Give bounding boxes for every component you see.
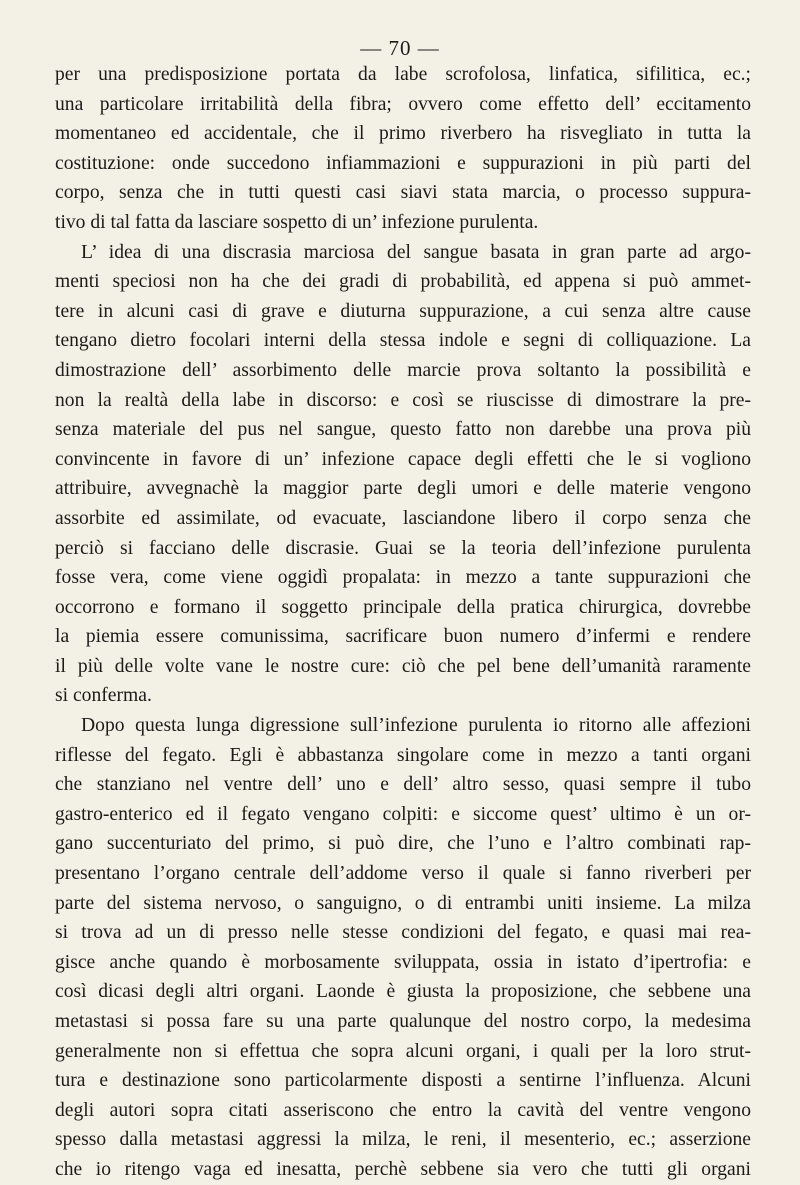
page-number: — 70 —	[360, 36, 440, 60]
text-line: senza materiale del pus nel sangue, questo fatto non darebbe una prova più	[55, 419, 751, 441]
paragraph-start-line: Dopo questa lunga digressione sull’infezione purulenta io ritorno alle affezioni	[81, 715, 751, 737]
text-line: fosse vera, come viene oggidì propalata: in mezzo a tante suppurazioni che	[55, 567, 751, 589]
text-line: per una predisposizione portata da labe scrofolosa, linfatica, sifilitica, ec.;	[55, 64, 751, 85]
text-line: si trova ad un di presso nelle stesse condizioni del fegato, e quasi mai rea-	[55, 922, 751, 944]
text-line: non la realtà della labe in discorso: e così se riuscisse di dimostrare la pre-	[55, 389, 751, 411]
text-line: spesso dalla metastasi aggressi la milza, le reni, il mesenterio, ec.; asserzione	[55, 1129, 751, 1151]
paragraph-start-line: L’ idea di una discrasia marciosa del sangue basata in gran parte ad argo-	[81, 241, 751, 263]
text-line: metastasi si possa fare su una parte qualunque del nostro corpo, la medesima	[55, 1011, 751, 1032]
text-line: generalmente non si effettua che sopra alcuni organi, i quali per la loro strut-	[55, 1040, 751, 1062]
text-line: il più delle volte vane le nostre cure: ciò che pel bene dell’umanità raramente	[55, 655, 751, 677]
text-line: che stanziano nel ventre dell’ uno e dell’ altro sesso, quasi sempre il tubo	[55, 774, 751, 796]
text-line: così dicasi degli altri organi. Laonde è giusta la proposizione, che sebbene una	[55, 981, 751, 1003]
text-line: degli autori sopra citati asseriscono che entro la cavità del ventre vengono	[55, 1099, 751, 1121]
text-line: convincente in favore di un’ infezione capace degli effetti che le si vogliono	[55, 448, 751, 470]
text-line: assorbite ed assimilate, od evacuate, lasciandone libero il corpo senza che	[55, 507, 751, 529]
text-line: attribuire, avvegnachè la maggior parte degli umori e delle materie vengono	[55, 478, 751, 500]
text-line: presentano l’organo centrale dell’addome verso il quale si fanno riverberi per	[55, 863, 751, 885]
text-line: che io ritengo vaga ed inesatta, perchè sebbene sia vero che tutti gli organi	[55, 1158, 751, 1180]
text-line: una particolare irritabilità della fibra; ovvero come effetto dell’ eccitamento	[55, 93, 751, 115]
text-line: si conferma.	[55, 685, 152, 707]
text-line: perciò si facciano delle discrasie. Guai se la teoria dell’infezione purulenta	[55, 537, 751, 559]
text-line: gastro-enterico ed il fegato vengano colpiti: e siccome quest’ ultimo è un or-	[55, 803, 751, 825]
text-line: occorrono e formano il soggetto principale della pratica chirurgica, dovrebbe	[55, 596, 751, 618]
text-line: tura e destinazione sono particolarmente disposti a sentirne l’influenza. Alcuni	[55, 1070, 751, 1092]
text-line: tivo di tal fatta da lasciare sospetto di un’ infezione purulenta.	[55, 211, 539, 233]
text-line: gano succenturiato del primo, si può dire, che l’uno e l’altro combinati rap-	[55, 833, 751, 855]
text-line: la piemia essere comunissima, sacrificare buon numero d’infermi e rendere	[55, 626, 751, 648]
text-line: dimostrazione dell’ assorbimento delle marcie prova soltanto la possibilità e	[55, 359, 751, 381]
text-line: costituzione: onde succedono infiammazioni e suppurazioni in più parti del	[55, 152, 751, 174]
text-line: momentaneo ed accidentale, che il primo riverbero ha risvegliato in tutta la	[55, 123, 751, 145]
text-line: corpo, senza che in tutti questi casi siavi stata marcia, o processo suppura-	[55, 182, 751, 204]
text-line: tengano dietro focolari interni della stessa indole e segni di colliquazione. La	[55, 330, 751, 352]
text-line: gisce anche quando è morbosamente sviluppata, ossia in istato d’ipertrofia: e	[55, 951, 751, 973]
text-line: riflesse del fegato. Egli è abbastanza singolare come in mezzo a tanti organi	[55, 744, 751, 766]
text-line: parte del sistema nervoso, o sanguigno, o di entrambi uniti insieme. La milza	[55, 892, 751, 914]
text-line: tere in alcuni casi di grave e diuturna suppurazione, a cui senza altre cause	[55, 300, 751, 322]
body-text	[55, 60, 751, 1185]
text-line: menti speciosi non ha che dei gradi di probabilità, ed appena si può ammet-	[55, 271, 751, 293]
